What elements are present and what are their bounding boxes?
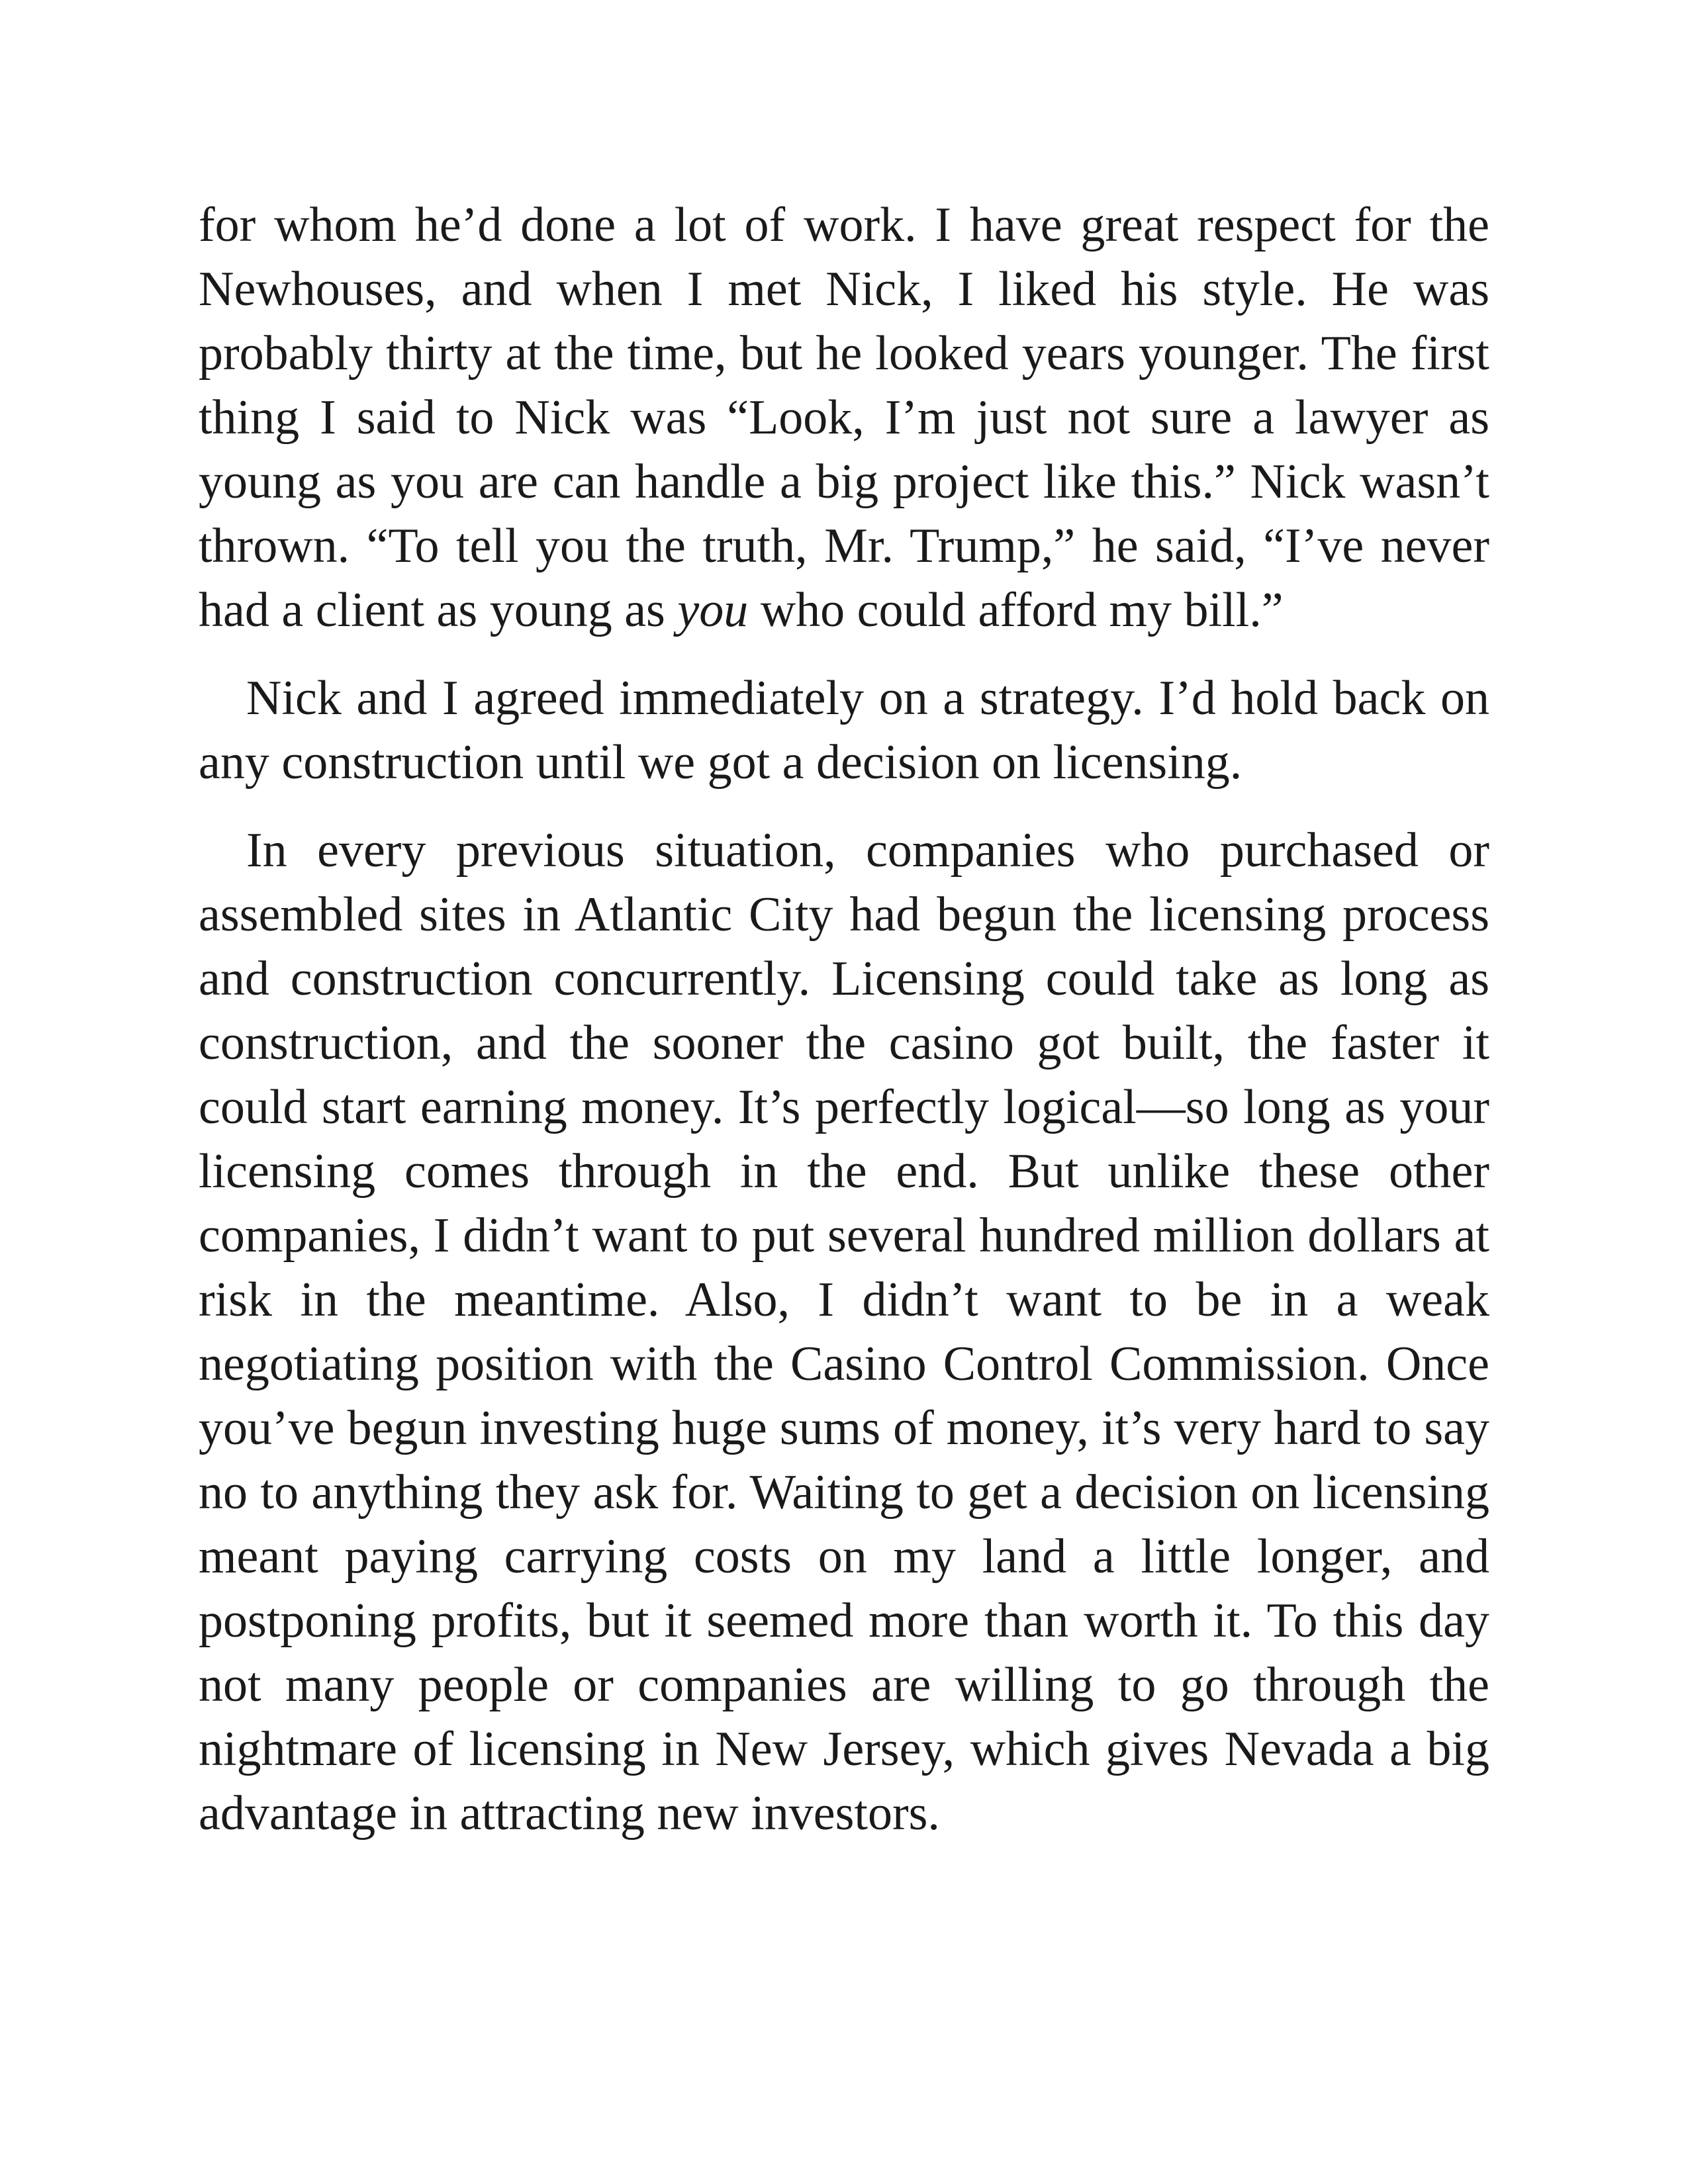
paragraph: Nick and I agreed immediately on a strategy. I’d hold back on any construction until we got a decision on licensing.: [199, 671, 1489, 790]
emphasis-text: you: [677, 583, 749, 637]
paragraph-text: who could afford my bill.”: [748, 583, 1284, 637]
page-body: [199, 193, 1489, 1846]
paragraph-text: for whom he’d done a lot of work. I have great respect for the Newhouses, and when I met Nick, I liked his style. He was probably thirty at the time, but he looked years younger. The first thing I said to Nick was “Look, I’m just not sure a lawyer as young as you are can handle a big project like this.” Nick wasn’t thrown. “To tell you the truth, Mr. Trump,” he said, “I’ve never had a client as young as: [199, 198, 1489, 637]
paragraph-continued: [199, 193, 1489, 643]
paragraph: In every previous situation, companies who purchased or assembled sites in Atlantic City had begun the licensing process and construction concurrently. Licensing could take as long as construction, and the sooner the casino got built, the faster it could start earning money. It’s perfectly logical—so long as your licensing comes through in the end. But unlike these other companies, I didn’t want to put several hundred million dollars at risk in the meantime. Also, I didn’t want to be in a weak negotiating position with the Casino Control Commission. Once you’ve begun investing huge sums of money, it’s very hard to say no to anything they ask for. Waiting to get a decision on licensing meant paying carrying costs on my land a little longer, and postponing profits, but it seemed more than worth it. To this day not many people or companies are willing to go through the nightmare of licensing in New Jersey, which gives Nevada a big advantage in attracting new investors.: [199, 823, 1489, 1841]
